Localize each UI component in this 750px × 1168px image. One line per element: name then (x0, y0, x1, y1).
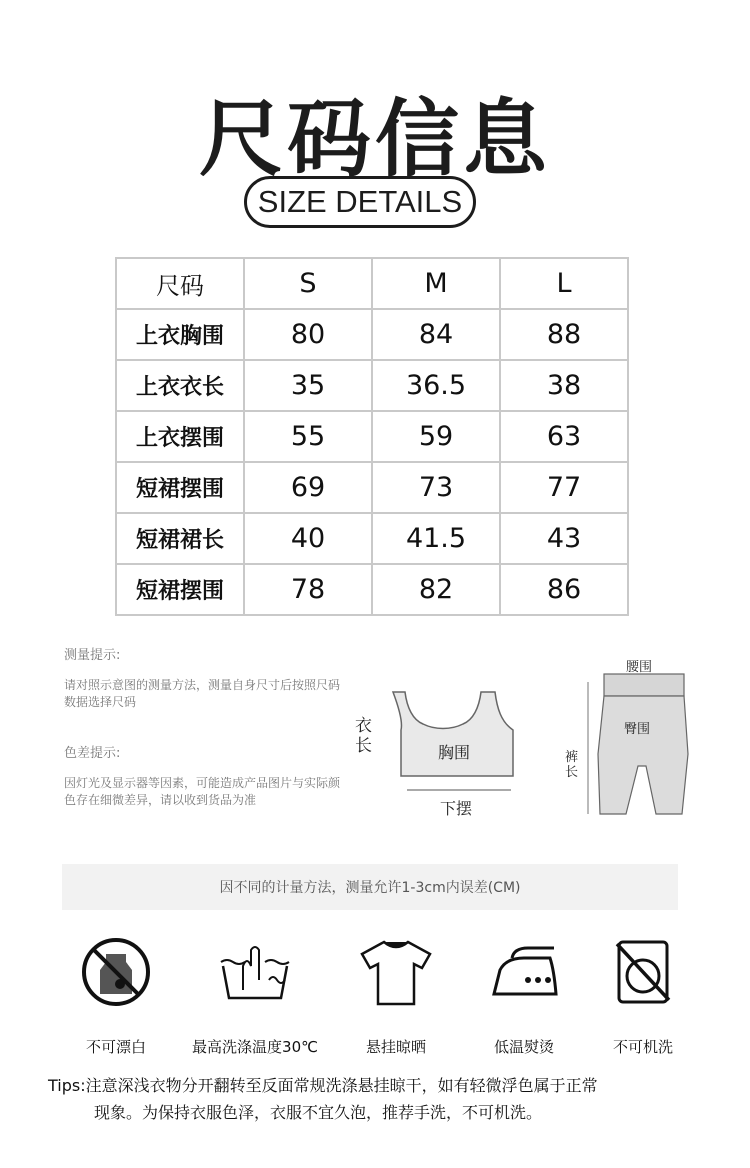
table-cell: 36.5 (372, 360, 500, 411)
no-bleach-icon (76, 936, 156, 1008)
top-length-label: 衣长 (355, 716, 372, 756)
table-cell: 84 (372, 309, 500, 360)
table-cell: 38 (500, 360, 628, 411)
table-cell: 77 (500, 462, 628, 513)
top-chest-label: 胸围 (438, 743, 471, 762)
column-header-s: S (244, 258, 372, 309)
measure-tip-heading: 测量提示: (64, 648, 121, 663)
care-label: 最高洗涤温度30℃ (192, 1038, 318, 1056)
table-cell: 55 (244, 411, 372, 462)
low-iron-icon (484, 936, 564, 1008)
row-label: 短裙摆围 (116, 462, 244, 513)
color-tip-heading: 色差提示: (64, 746, 121, 761)
waist-label: 腰围 (626, 660, 653, 675)
table-row (116, 360, 628, 411)
table-cell: 63 (500, 411, 628, 462)
row-label: 上衣胸围 (116, 309, 244, 360)
table-cell: 86 (500, 564, 628, 615)
page-title: 尺码信息 (198, 90, 551, 188)
care-label: 低温熨烫 (493, 1038, 554, 1056)
table-cell: 35 (244, 360, 372, 411)
column-header-l: L (500, 258, 628, 309)
size-table (115, 257, 629, 616)
care-item-hang-dry (331, 936, 461, 1057)
table-row (116, 513, 628, 564)
measure-tip-body: 请对照示意图的测量方法，测量自身尺寸后按照尺码数据选择尺码 (64, 678, 341, 709)
top-hem-label: 下摆 (440, 799, 473, 818)
table-cell: 40 (244, 513, 372, 564)
measurement-note-banner (62, 864, 678, 910)
subtitle-text: SIZE DETAILS (257, 184, 463, 219)
table-cell: 41.5 (372, 513, 500, 564)
table-cell: 78 (244, 564, 372, 615)
care-label: 不可机洗 (612, 1038, 673, 1056)
table-cell: 69 (244, 462, 372, 513)
care-label: 悬挂晾晒 (365, 1038, 426, 1056)
tips-line-2: 现象。为保持衣服色泽，衣服不宜久泡，推荐手洗，不可机洗。 (94, 1103, 543, 1122)
table-cell: 82 (372, 564, 500, 615)
care-item-low-iron (459, 936, 589, 1057)
color-tip-body: 因灯光及显示器等因素，可能造成产品图片与实际颜色存在细微差异，请以收到货品为准 (64, 776, 341, 807)
row-label: 短裙摆围 (116, 564, 244, 615)
table-row (116, 411, 628, 462)
care-item-no-bleach (51, 936, 181, 1057)
shorts-diagram (560, 654, 700, 824)
table-cell: 88 (500, 309, 628, 360)
subtitle-badge (244, 176, 476, 228)
no-machine-wash-icon (603, 936, 683, 1008)
table-row (116, 564, 628, 615)
table-row (116, 462, 628, 513)
pant-length-label: 裤长 (565, 750, 579, 780)
row-label: 上衣衣长 (116, 360, 244, 411)
measure-tip (64, 644, 344, 711)
hang-dry-icon (356, 936, 436, 1008)
hip-label: 臀围 (624, 722, 651, 737)
table-row (116, 309, 628, 360)
table-cell: 59 (372, 411, 500, 462)
column-header-m: M (372, 258, 500, 309)
care-label: 不可漂白 (85, 1038, 146, 1056)
table-cell: 73 (372, 462, 500, 513)
measurement-note-text: 因不同的计量方法，测量允许1-3cm内误差(CM) (219, 880, 521, 896)
row-label: 短裙裙长 (116, 513, 244, 564)
washing-tips (48, 1072, 708, 1126)
table-corner-label: 尺码 (116, 258, 244, 309)
table-header-row (116, 258, 628, 309)
tips-line-1: Tips:注意深浅衣物分开翻转至反面常规洗涤悬挂晾干，如有轻微浮色属于正常 (48, 1076, 598, 1095)
hand-wash-icon (215, 936, 295, 1008)
table-cell: 43 (500, 513, 628, 564)
table-cell: 80 (244, 309, 372, 360)
care-item-no-machine-wash (578, 936, 708, 1057)
row-label: 上衣摆围 (116, 411, 244, 462)
care-item-hand-wash (190, 936, 320, 1057)
color-tip (64, 742, 344, 809)
